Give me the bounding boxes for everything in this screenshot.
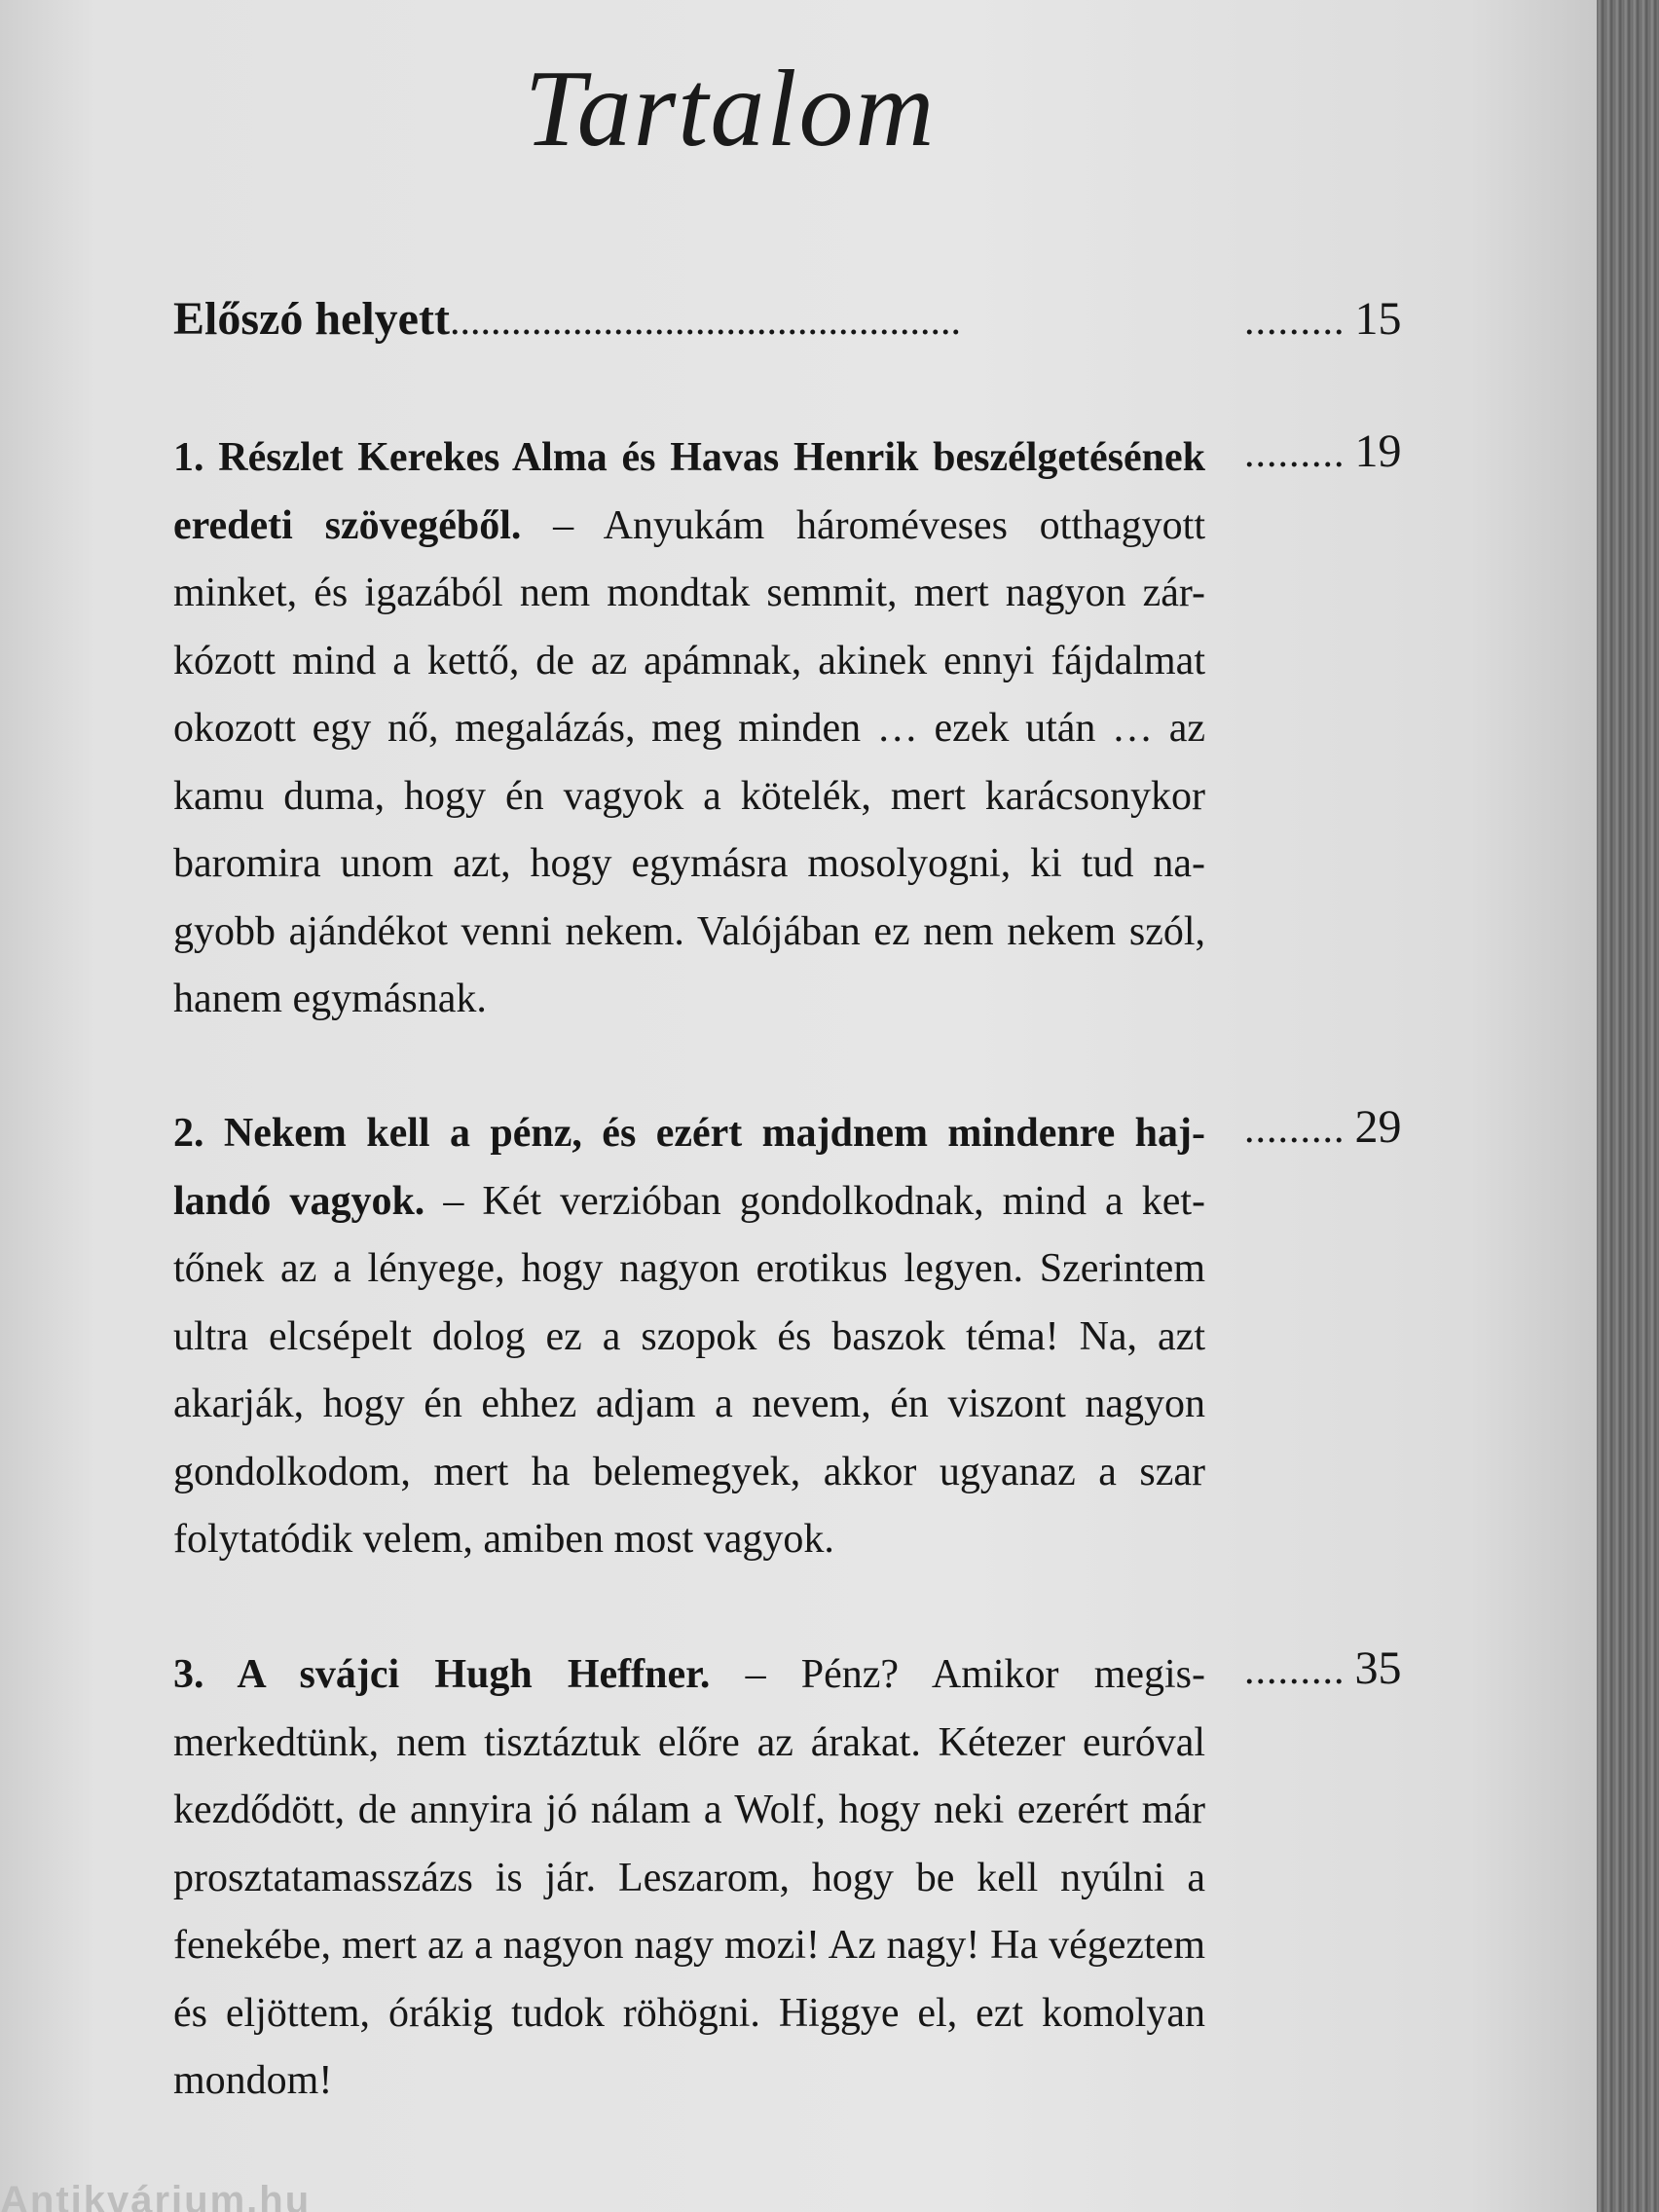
entry-2-text: – Két verzióban gondolkodnak, mind a ket-tőnek az a lényege, hogy nagyon erotikus legyen. Szerintem ultra elcsépelt dolog ez a szopok és baszok téma! Na, azt akarják, hogy én ehhez adjam a nevem, én viszont nagyon gondolkodom, mert ha belemegyek, akkor ugyanaz a szar folytatódik velem, amiben most vagyok. (173, 1178, 1206, 1562)
entry-1-leader: ......... (1244, 431, 1346, 476)
entry-1-text: – Anyukám hároméveses otthagyott minket, és igazából nem mondtak semmit, mert nagyon zár-kózott mind a kettő, de az apámnak, akinek ennyi fájdalmat okozott egy nő, megalázás, meg minden … ezek után … az kamu duma, hogy én vagyok a kötelék, mert karácsonykor baromira unom azt, hogy egymásra mosolyogni, ki tud na-gyobb ajándékot venni nekem. Valójában ez nem nekem szól, hanem egymásnak. (173, 502, 1205, 1021)
entry-1-heading: 1. Részlet Kerekes Alma és Havas Henrik beszélgetésének eredeti szövegéből. (173, 435, 1205, 548)
toc-entry-2 (173, 1100, 1205, 1574)
preface-label-leader: .................................................. (449, 299, 961, 344)
preface-label: Előszó helyett (173, 293, 450, 345)
entry-2-leader: ......... (1244, 1107, 1346, 1152)
entry-2-page-ref (1244, 1100, 1439, 1154)
entry-3-page-ref (1244, 1641, 1439, 1695)
entry-2-page-number: 29 (1354, 1101, 1402, 1153)
entry-3-leader: ......... (1244, 1648, 1346, 1693)
entry-3-page-number: 35 (1354, 1642, 1402, 1694)
page-title: Tartalom (524, 49, 937, 169)
toc-entry-1 (173, 424, 1205, 1034)
page-edge-stack (1597, 0, 1659, 2212)
entry-1-page-ref (1244, 424, 1439, 478)
preface-leader: ......... (1244, 299, 1346, 344)
entry-1-page-number: 19 (1354, 425, 1402, 477)
watermark: Antikvárium.hu (0, 2179, 312, 2212)
entry-2-heading: 2. Nekem kell a pénz, és ezért majdnem mindenre haj-landó vagyok. (173, 1111, 1205, 1224)
toc-entry-3 (173, 1641, 1205, 2116)
preface-page-ref (1244, 292, 1439, 346)
toc-entry-preface (173, 292, 1205, 346)
entry-3-text: – Pénz? Amikor megis-merkedtünk, nem tisztáztuk előre az árakat. Kétezer euróval kezdődött, de annyira jó nálam a Wolf, hogy neki ezerért már prosztatamasszázs is jár. Leszarom, hogy be kell nyúlni a fenekébe, mert az a nagyon nagy mozi! Az nagy! Ha végeztem és eljöttem, órákig tudok röhögni. Higgye el, ezt komolyan mondom! (173, 1652, 1206, 2103)
entry-3-heading: 3. A svájci Hugh Heffner. (173, 1652, 711, 1697)
preface-page-number: 15 (1354, 293, 1402, 345)
